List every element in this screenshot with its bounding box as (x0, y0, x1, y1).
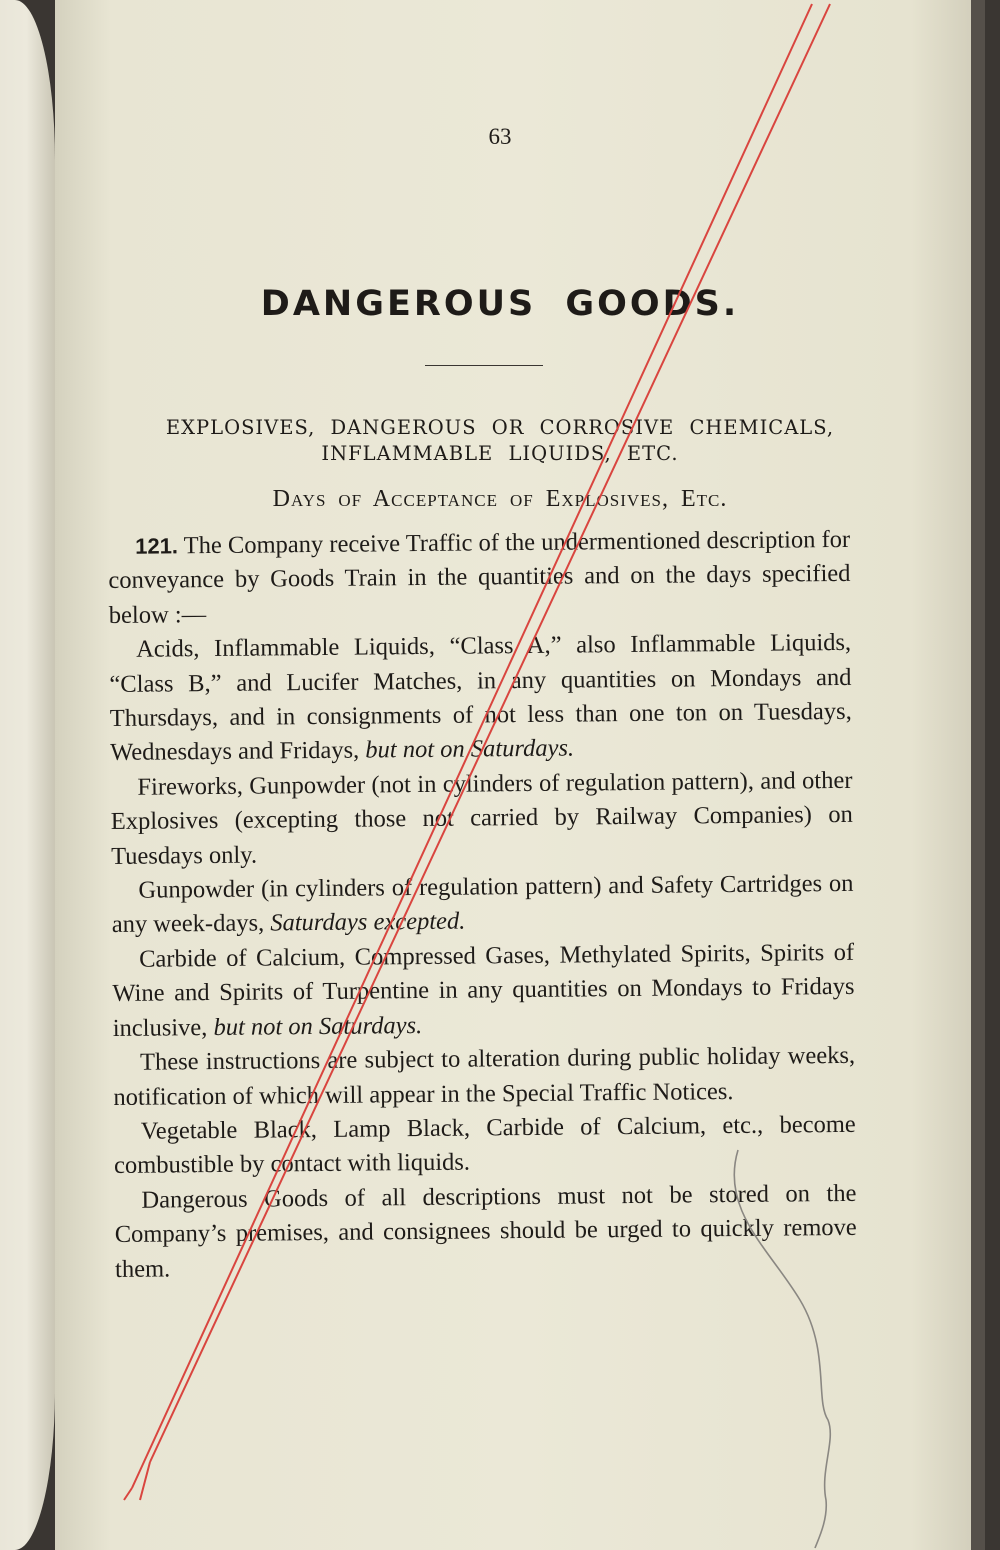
paragraph-fireworks (110, 764, 853, 874)
paragraph-carbide (112, 936, 855, 1046)
page-number: 63 (488, 124, 512, 149)
title-rule (425, 365, 543, 366)
section-subheading-line-2: INFLAMMABLE LIQUIDS, ETC. (321, 442, 679, 465)
paragraph-text: Gunpowder (in cylinders of regulation pattern) and Safety Cartridges on any week-days, (111, 869, 854, 939)
body-text (108, 523, 857, 1287)
paragraph-121 (108, 523, 851, 633)
paragraph-storage (114, 1177, 857, 1287)
paragraph-text: Dangerous Goods of all descriptions must not be stored on the Company’s premises, and consignees should be urged to quickly remove them. (114, 1179, 857, 1283)
section-subheading-line-1: EXPLOSIVES, DANGEROUS OR CORROSIVE CHEMICALS, (165, 416, 835, 439)
paragraph-text: Vegetable Black, Lamp Black, Carbide of Calcium, etc., become combustible by contact with liquids. (113, 1110, 856, 1180)
paragraph-instructions (113, 1039, 856, 1115)
paragraph-text: The Company receive Traffic of the undermentioned description for conveyance by Goods Train in the quantities and on the days specified below :— (108, 525, 851, 629)
paragraph-italic: but not on Saturdays. (213, 1011, 423, 1041)
paragraph-vegetable-black (114, 1108, 857, 1184)
side-heading: Days of Acceptance of Explosives, Etc. (272, 486, 728, 512)
paragraph-text: Fireworks, Gunpowder (not in cylinders of regulation pattern), and other Explosives (excepting those not carried by Railway Companies) on Tuesdays only. (110, 766, 853, 870)
paragraph-italic: Saturdays excepted. (270, 908, 466, 937)
paragraph-acids (109, 626, 852, 771)
paragraph-italic: but not on Saturdays. (365, 734, 575, 764)
paragraph-text: These instructions are subject to alteration during public holiday weeks, notification of which will appear in the Special Traffic Notices. (113, 1041, 856, 1111)
paragraph-text: Acids, Inflammable Liquids, “Class A,” also Inflammable Liquids, “Class B,” and Lucifer Matches, in any quantities on Mondays and Thursdays, and in consignments of not less than one ton on Tuesdays, Wednesdays and Fridays, (109, 629, 852, 767)
paragraph-number: 121. (135, 533, 179, 559)
page-title: DANGEROUS GOODS. (260, 284, 740, 324)
page-edge-shadow (971, 0, 985, 1550)
facing-page-edge (0, 0, 55, 1550)
paragraph-text: Carbide of Calcium, Compressed Gases, Methylated Spirits, Spirits of Wine and Spirits of Turpentine in any quantities on Mondays to Fridays inclusive, (112, 938, 855, 1042)
paragraph-gunpowder (111, 867, 854, 943)
